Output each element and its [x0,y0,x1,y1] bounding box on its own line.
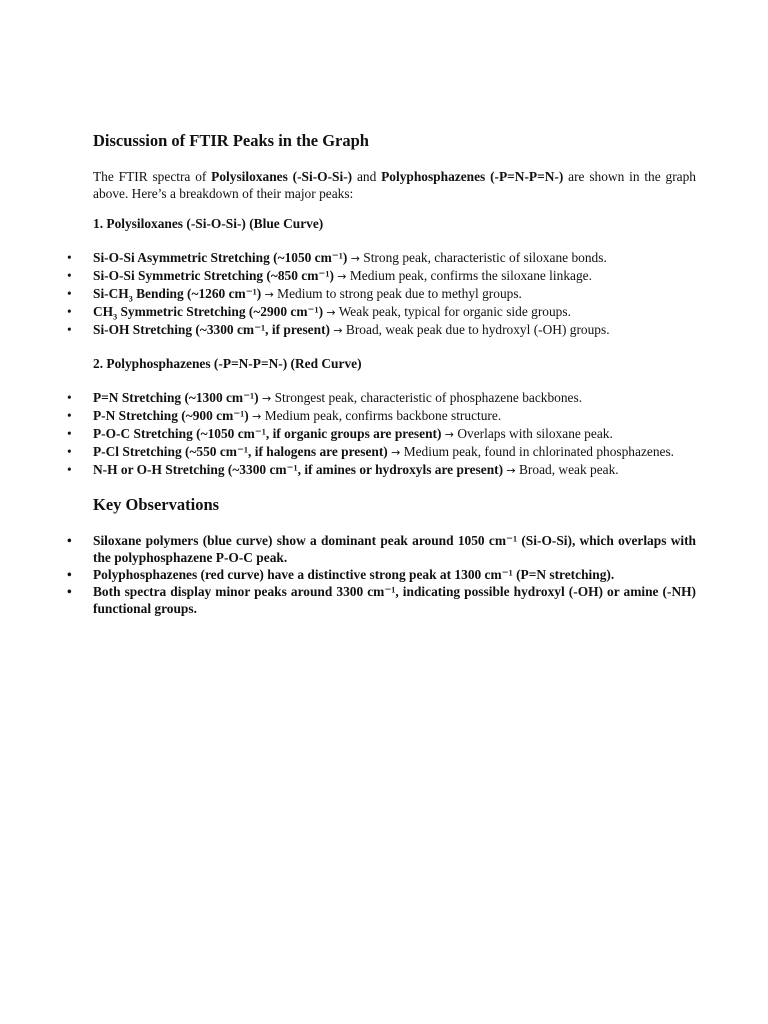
intro-paragraph [93,168,696,202]
list-item [67,267,696,285]
list-item [67,461,696,479]
bullet-icon: • [67,567,72,582]
observation-text: Siloxane polymers (blue curve) show a dominant peak around 1050 cm⁻¹ (Si-O-Si), which overlaps with the polyphosphazene P-O-C peak. [93,533,696,565]
bullet-icon: • [67,444,72,459]
peak-label: N-H or O-H Stretching (~3300 cm⁻¹, if amines or hydroxyls are present) [93,462,504,477]
list-item [67,425,696,443]
bullet-icon: • [67,286,72,301]
key-observations-heading: Key Observations [93,495,220,514]
arrow-icon: → [444,428,455,441]
peak-label: P-O-C Stretching (~1050 cm⁻¹, if organic groups are present) [93,426,442,441]
bullet-icon: • [67,322,72,337]
intro-text-3: are shown in the graph above. Here’s a breakdown of their major peaks: [93,169,696,201]
peak-description: Weak peak, typical for organic side groups. [335,304,571,319]
list-item [67,321,696,339]
peak-description: Broad, weak peak due to hydroxyl (-OH) groups. [342,322,610,337]
peak-description: Medium to strong peak due to methyl groups. [273,286,522,301]
peak-label [93,286,262,304]
list-item [67,566,696,583]
peak-label: P=N Stretching (~1300 cm⁻¹) [93,390,259,405]
peak-label: Si-O-Si Symmetric Stretching (~850 cm⁻¹) [93,268,334,283]
bullet-icon: • [67,268,72,283]
peak-description: Broad, weak peak. [515,462,619,477]
bullet-icon: • [67,408,72,423]
peak-description: Medium peak, found in chlorinated phosphazenes. [400,444,675,459]
peak-description: Medium peak, confirms backbone structure. [261,408,502,423]
peak-label-subscript: 3 [113,312,118,322]
bullet-icon: • [67,250,72,265]
arrow-icon: → [262,392,272,405]
bullet-icon: • [67,533,72,548]
peak-label: Si-OH Stretching (~3300 cm⁻¹, if present) [93,322,330,337]
section2-list [67,389,696,479]
arrow-icon: → [333,324,343,337]
list-item [67,583,696,617]
list-item [67,303,696,322]
peak-label [93,304,324,322]
bullet-icon: • [67,426,72,441]
section2-heading: 2. Polyphosphazenes (-P=N-P=N-) (Red Curve) [93,356,362,371]
peak-label: Si-O-Si Asymmetric Stretching (~1050 cm⁻¹) [93,250,348,265]
list-item [67,407,696,425]
section1-list [67,249,696,339]
peak-label: P-N Stretching (~900 cm⁻¹) [93,408,249,423]
list-item [67,285,696,304]
list-item [67,249,696,267]
peak-label-pre: CH [93,304,114,319]
key-observations-list [67,532,696,617]
peak-description: Strong peak, characteristic of siloxane bonds. [359,250,607,265]
arrow-icon: → [506,464,516,477]
observation-text: Polyphosphazenes (red curve) have a distinctive strong peak at 1300 cm⁻¹ (P=N stretching). [93,567,615,582]
peak-label: P-Cl Stretching (~550 cm⁻¹, if halogens are present) [93,444,388,459]
peak-label-post: Symmetric Stretching (~2900 cm⁻¹) [117,304,324,319]
list-item [67,443,696,461]
bullet-icon: • [67,390,72,405]
arrow-icon: → [350,252,360,265]
document-title: Discussion of FTIR Peaks in the Graph [93,131,369,150]
intro-text-2: and [352,169,382,184]
bullet-icon: • [67,462,72,477]
intro-text-1: The FTIR spectra of [93,169,212,184]
bullet-icon: • [67,584,72,599]
list-item [67,532,696,566]
peak-label-subscript: 3 [128,294,133,304]
arrow-icon: → [337,270,347,283]
peak-description: Strongest peak, characteristic of phosphazene backbones. [271,390,583,405]
arrow-icon: → [252,410,262,423]
bullet-icon: • [67,304,72,319]
arrow-icon: → [264,288,274,301]
document-page [67,131,696,633]
peak-label-pre: Si-CH [93,286,129,301]
peak-description: Medium peak, confirms the siloxane linkage. [346,268,592,283]
list-item [67,389,696,407]
section1-heading: 1. Polysiloxanes (-Si-O-Si-) (Blue Curve) [93,216,324,231]
peak-description: Overlaps with siloxane peak. [454,426,613,441]
intro-polyphosphazenes: Polyphosphazenes (-P=N-P=N-) [381,169,564,184]
observation-text: Both spectra display minor peaks around 3300 cm⁻¹, indicating possible hydroxyl (-OH) or amine (-NH) functional groups. [93,584,696,616]
peak-label-post: Bending (~1260 cm⁻¹) [132,286,262,301]
intro-polysiloxanes: Polysiloxanes (-Si-O-Si-) [211,169,353,184]
arrow-icon: → [326,306,336,319]
arrow-icon: → [391,446,401,459]
